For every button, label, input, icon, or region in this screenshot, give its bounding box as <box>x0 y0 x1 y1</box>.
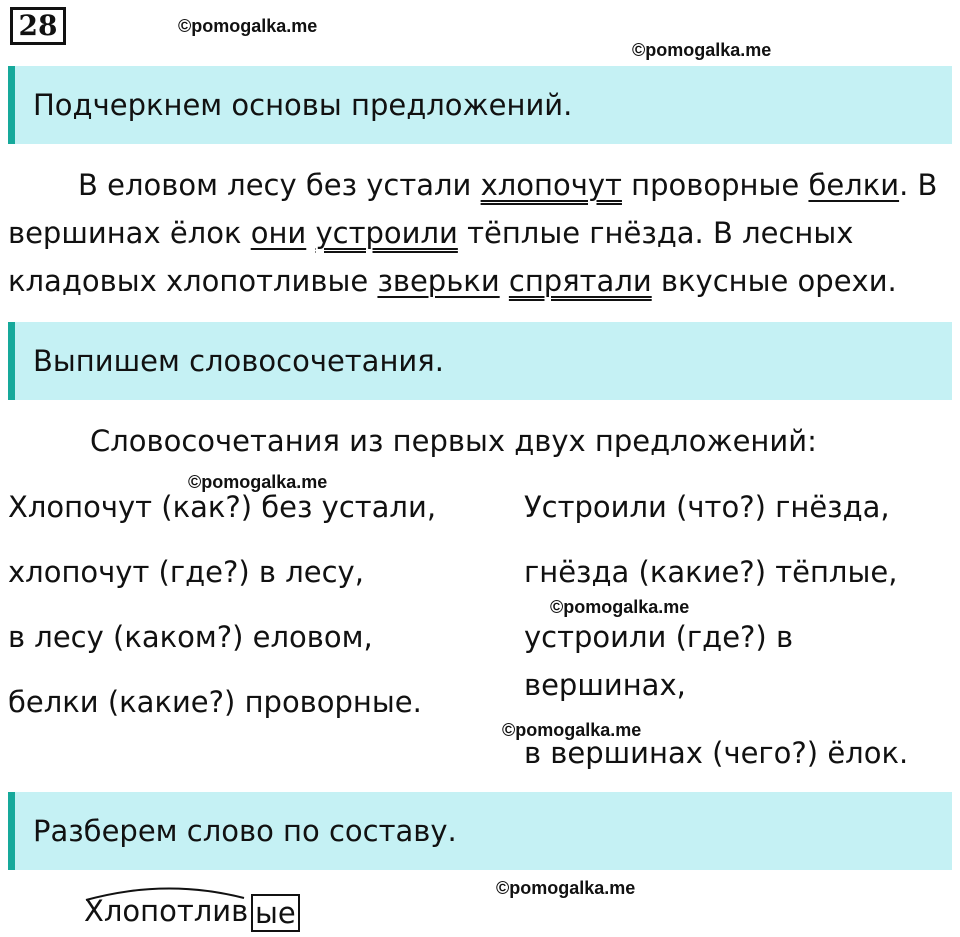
text: проворные <box>621 168 809 202</box>
subject-word: зверьки <box>377 264 500 298</box>
phrase-left-4: белки (какие?) проворные. <box>8 685 422 719</box>
section-heading-morphemes <box>8 792 952 870</box>
section-heading-subjects <box>8 66 952 144</box>
section-title: Выпишем словосочетания. <box>33 344 444 378</box>
section-title: Подчеркнем основы предложений. <box>33 88 573 122</box>
phrase-right-5: в вершинах (чего?) ёлок. <box>524 736 909 770</box>
text: кладовых хлопотливые <box>8 264 378 298</box>
word-ending: ые <box>251 894 300 932</box>
section-heading-phrases <box>8 322 952 400</box>
phrase-right-4: вершинах, <box>524 668 686 702</box>
sentence-line-2 <box>8 216 853 250</box>
phrase-left-1: Хлопочут (как?) без устали, <box>8 490 437 524</box>
text: вкусные орехи. <box>651 264 897 298</box>
watermark: ©pomogalka.me <box>178 16 318 36</box>
predicate-word: устроили <box>315 216 458 250</box>
phrases-intro: Словосочетания из первых двух предложений: <box>90 424 817 458</box>
subject-word: они <box>250 216 307 250</box>
phrase-right-1: Устроили (что?) гнёзда, <box>524 490 890 524</box>
watermark: ©pomogalka.me <box>188 472 328 492</box>
word-stem: Хлопотлив <box>84 894 249 928</box>
morpheme-analysis <box>84 878 304 934</box>
task-number: 28 <box>10 7 66 45</box>
predicate-word: хлопочут <box>480 168 622 202</box>
watermark: ©pomogalka.me <box>502 720 642 740</box>
text: . В <box>899 168 938 202</box>
phrase-right-2: гнёзда (какие?) тёплые, <box>524 555 898 589</box>
phrase-left-2: хлопочут (где?) в лесу, <box>8 555 364 589</box>
subject-word: белки <box>808 168 900 202</box>
sentence-line-1 <box>78 168 937 202</box>
text: вершинах ёлок <box>8 216 251 250</box>
phrase-right-3: устроили (где?) в <box>524 620 794 654</box>
watermark: ©pomogalka.me <box>550 597 690 617</box>
text <box>500 264 509 298</box>
watermark: ©pomogalka.me <box>496 878 636 898</box>
phrase-left-3: в лесу (каком?) еловом, <box>8 620 373 654</box>
sentence-line-3 <box>8 264 897 298</box>
text: тёплые гнёзда. В лесных <box>457 216 854 250</box>
section-title: Разберем слово по составу. <box>33 814 457 848</box>
watermark: ©pomogalka.me <box>632 40 772 60</box>
predicate-word: спрятали <box>508 264 652 298</box>
text: В еловом лесу без устали <box>78 168 481 202</box>
